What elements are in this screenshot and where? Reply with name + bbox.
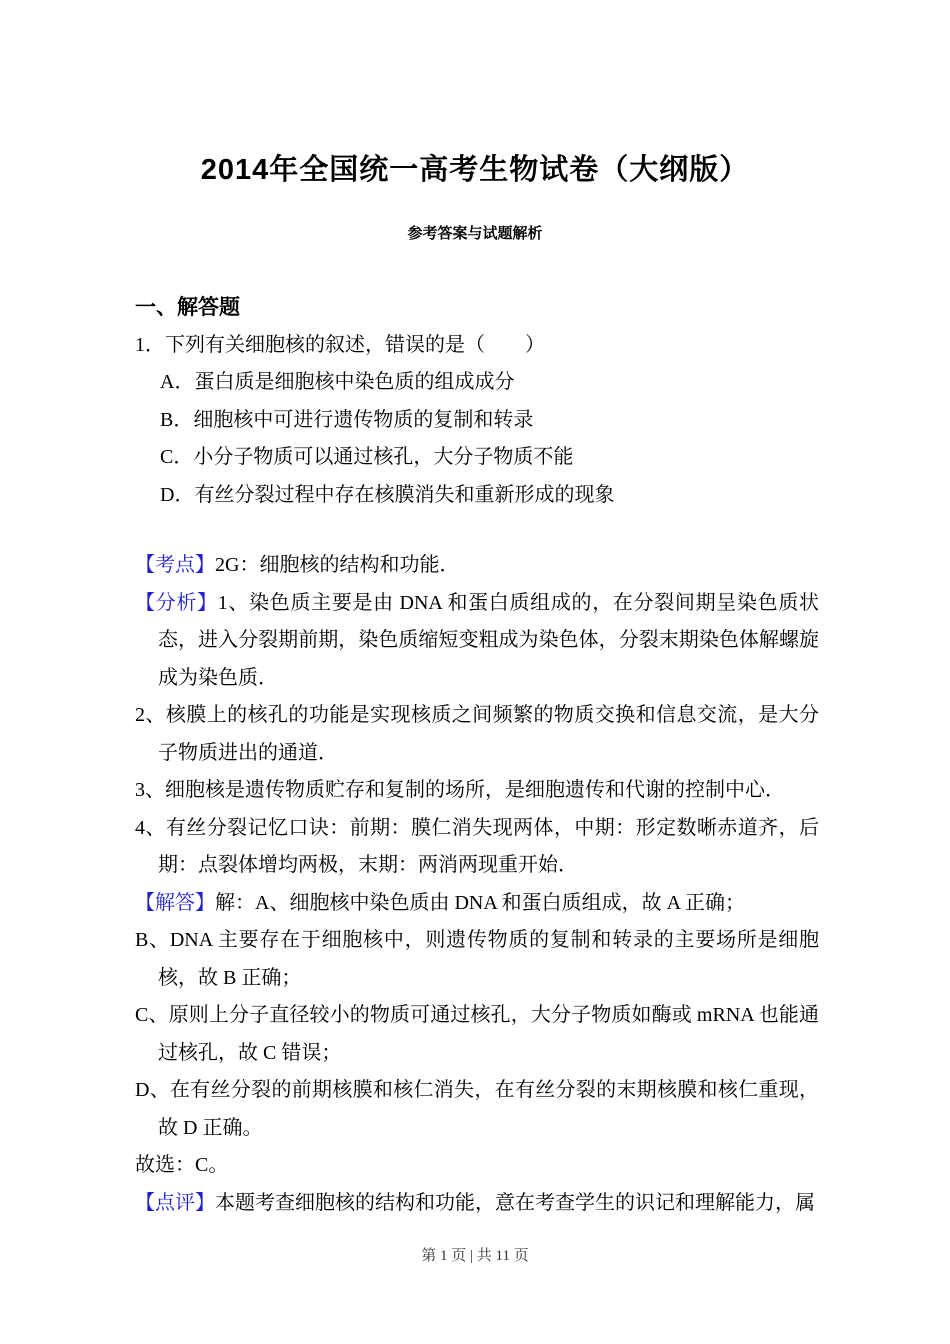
exam-point-paragraph: [135, 547, 819, 585]
question-number: 1．: [135, 333, 165, 356]
solution-text-a: 解：A、细胞核中染色质由 DNA 和蛋白质组成，故 A 正确；: [215, 891, 746, 914]
analysis-paragraph-1: [135, 585, 819, 698]
analysis-paragraph-3: [135, 772, 819, 810]
solution-paragraph-b: [135, 922, 819, 997]
question-stem: [135, 327, 819, 365]
solution-paragraph-d: [135, 1072, 819, 1147]
analysis-text-3: 3、细胞核是遗传物质贮存和复制的场所，是细胞遗传和代谢的控制中心．: [135, 779, 785, 801]
exam-point-text: 2G：细胞核的结构和功能．: [215, 554, 460, 576]
solution-text-b: B、DNA 主要存在于细胞核中，则遗传物质的复制和转录的主要场所是细胞核，故 B 正确；: [135, 929, 819, 989]
page-footer: [0, 1246, 950, 1266]
document-title: 2014年全国统一高考生物试卷（大纲版）: [200, 154, 750, 186]
answer-analysis-block: [135, 547, 819, 1222]
question-option-a: A．蛋白质是细胞核中染色质的组成成分: [160, 371, 515, 393]
document-subtitle: 参考答案与试题解析: [407, 225, 543, 242]
section-heading: 一、解答题: [135, 296, 240, 319]
analysis-paragraph-4: [135, 810, 819, 885]
solution-text-c: C、原则上分子直径较小的物质可通过核孔，大分子物质如酶或 mRNA 也能通过核孔，故 C 错误；: [135, 1004, 819, 1064]
solution-text-d: D、在有丝分裂的前期核膜和核仁消失，在有丝分裂的末期核膜和核仁重现，故 D 正确。: [135, 1079, 819, 1139]
solution-paragraph-a: [135, 885, 819, 923]
conclusion-paragraph: [135, 1147, 819, 1185]
analysis-text-2: 2、核膜上的核孔的功能是实现核质之间频繁的物质交换和信息交流，是大分子物质进出的通道．: [135, 704, 819, 764]
question-option-b: B．细胞核中可进行遗传物质的复制和转录: [160, 408, 534, 431]
comment-paragraph: [135, 1185, 819, 1223]
question-option-d: D．有丝分裂过程中存在核膜消失和重新形成的现象: [160, 483, 615, 506]
analysis-text-1: 1、染色质主要是由 DNA 和蛋白质组成的，在分裂间期呈染色质状态，进入分裂期前期，染色质缩短变粗成为染色体，分裂末期染色体解螺旋成为染色质．: [158, 591, 820, 689]
analysis-text-4: 4、有丝分裂记忆口诀：前期：膜仁消失现两体，中期：形定数晰赤道齐，后期：点裂体增均两极，末期：两消两现重开始．: [135, 816, 819, 876]
solution-label: 【解答】: [135, 891, 215, 914]
solution-paragraph-c: [135, 997, 819, 1072]
question-option-c: C．小分子物质可以通过核孔，大分子物质不能: [160, 446, 574, 468]
comment-label: 【点评】: [135, 1191, 215, 1214]
analysis-label: 【分析】: [135, 591, 218, 614]
comment-text: 本题考查细胞核的结构和功能，意在考查学生的识记和理解能力，属: [215, 1191, 815, 1214]
document-body: [135, 289, 819, 1222]
question-stem-text: 下列有关细胞核的叙述，错误的是（ ）: [165, 333, 545, 356]
analysis-paragraph-2: [135, 697, 819, 772]
conclusion-text: 故选：C。: [135, 1154, 229, 1176]
page-number-info: 第 1 页 | 共 11 页: [421, 1248, 529, 1264]
exam-point-label: 【考点】: [135, 554, 215, 576]
